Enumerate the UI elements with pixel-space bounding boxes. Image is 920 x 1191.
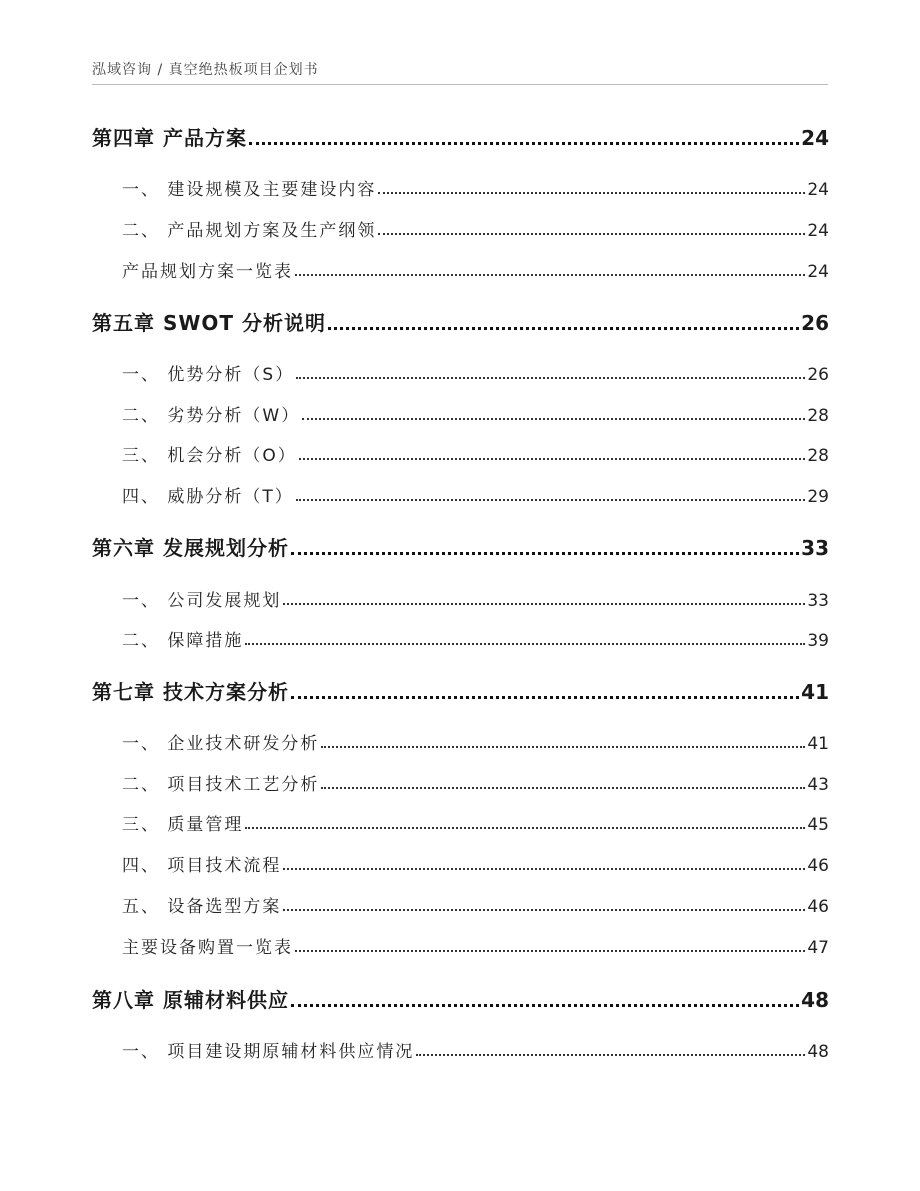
toc-entry-label: 二、 保障措施 [122,631,244,651]
toc-page-number: 24 [807,262,829,282]
dot-leader [328,327,799,330]
dot-leader [378,233,805,235]
toc-section-entry[interactable] [122,482,829,507]
toc-entry-label: 第六章 发展规划分析 [92,536,289,560]
toc-entry-label: 三、 质量管理 [122,815,244,835]
dot-leader [249,142,799,145]
dot-leader [296,499,806,501]
toc-section-entry[interactable] [122,770,829,795]
toc-page-number: 29 [807,487,829,507]
toc-entry-label: 第七章 技术方案分析 [92,680,289,704]
dot-leader [291,696,799,699]
toc-table-entry[interactable] [122,933,829,958]
dot-leader [295,950,805,952]
toc-chapter-entry[interactable] [92,307,829,336]
dot-leader [416,1054,805,1056]
toc-entry-label: 第四章 产品方案 [92,126,247,150]
toc-entry-label: 主要设备购置一览表 [122,938,293,958]
toc-section-entry[interactable] [122,729,829,754]
toc-chapter-entry[interactable] [92,532,829,561]
toc-page-number: 43 [807,775,829,795]
toc-page-number: 41 [807,734,829,754]
toc-entry-label: 四、 项目技术流程 [122,856,282,876]
dot-leader [321,787,805,789]
toc-chapter-entry[interactable] [92,984,829,1013]
dot-leader [283,603,805,605]
toc-page-number: 28 [807,446,829,466]
toc-section-entry[interactable] [122,892,829,917]
running-header: 泓域咨询 / 真空绝热板项目企划书 [92,62,319,78]
dot-leader [245,827,805,829]
dot-leader [299,458,806,460]
toc-entry-label: 二、 产品规划方案及生产纲领 [122,221,377,241]
dot-leader [283,909,805,911]
toc-chapter-entry[interactable] [92,676,829,705]
toc-page-number: 46 [807,897,829,917]
toc-entry-label: 第五章 SWOT 分析说明 [92,311,327,335]
dot-leader [378,192,805,194]
toc-page-number: 48 [801,988,829,1012]
toc-page-number: 24 [807,221,829,241]
toc-section-entry[interactable] [122,586,829,611]
toc-entry-label: 一、 优势分析（S） [122,365,295,385]
toc-entry-label: 五、 设备选型方案 [122,897,282,917]
dot-leader [321,746,805,748]
toc-page-number: 45 [807,815,829,835]
dot-leader [245,643,805,645]
toc-entry-label: 一、 企业技术研发分析 [122,734,320,754]
toc-page-number: 41 [801,680,829,704]
toc-section-entry[interactable] [122,360,829,385]
toc-page-number: 33 [807,591,829,611]
toc-page-number: 24 [807,180,829,200]
dot-leader [291,1004,799,1007]
toc-page-number: 47 [807,938,829,958]
toc-section-entry[interactable] [122,441,829,466]
toc-entry-label: 二、 项目技术工艺分析 [122,775,320,795]
toc-entry-label: 二、 劣势分析（W） [122,406,301,426]
header-divider [92,84,828,85]
toc-entry-label: 四、 威胁分析（T） [122,487,294,507]
dot-leader [302,418,805,420]
dot-leader [283,868,805,870]
toc-entry-label: 产品规划方案一览表 [122,262,293,282]
toc-entry-label: 第八章 原辅材料供应 [92,988,289,1012]
toc-entry-label: 一、 项目建设期原辅材料供应情况 [122,1042,415,1062]
toc-page-number: 46 [807,856,829,876]
toc-chapter-entry[interactable] [92,122,829,151]
toc-section-entry[interactable] [122,626,829,651]
toc-section-entry[interactable] [122,401,829,426]
toc-page-number: 24 [801,126,829,150]
dot-leader [295,274,805,276]
toc-page-number: 48 [807,1042,829,1062]
toc-entry-label: 一、 建设规模及主要建设内容 [122,180,377,200]
toc-page-number: 26 [801,311,829,335]
toc-table-entry[interactable] [122,257,829,282]
toc-page-number: 26 [807,365,829,385]
toc-page-number: 33 [801,536,829,560]
toc-page-number: 28 [807,406,829,426]
toc-section-entry[interactable] [122,175,829,200]
toc-section-entry[interactable] [122,1037,829,1062]
dot-leader [296,377,805,379]
toc-page-number: 39 [807,631,829,651]
toc-section-entry[interactable] [122,851,829,876]
toc-entry-label: 三、 机会分析（O） [122,446,297,466]
toc-section-entry[interactable] [122,810,829,835]
toc-entry-label: 一、 公司发展规划 [122,591,282,611]
dot-leader [291,552,799,555]
toc-section-entry[interactable] [122,216,829,241]
